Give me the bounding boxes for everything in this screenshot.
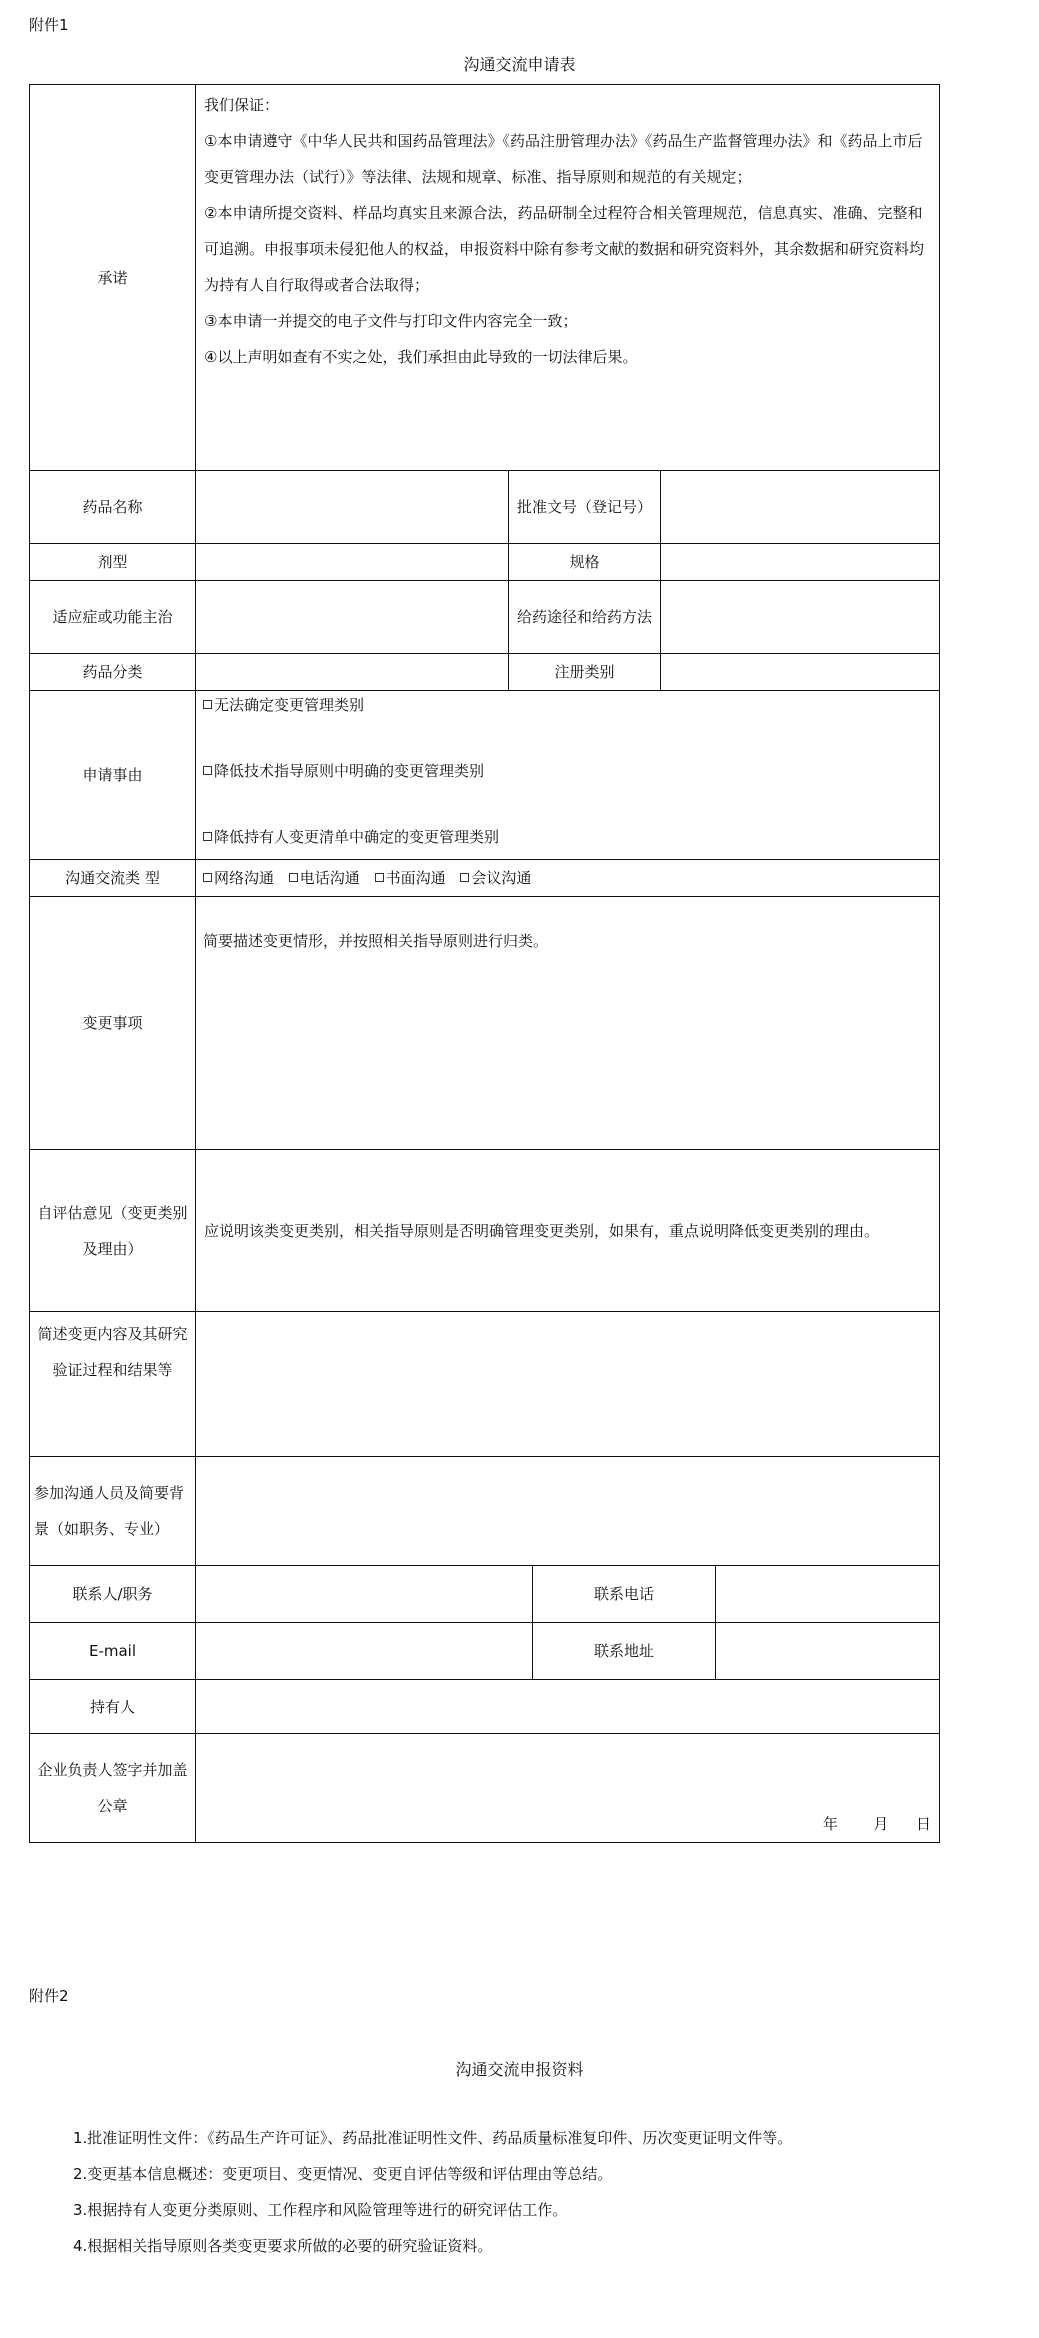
summary-field[interactable] [195,1311,940,1457]
holder-label: 持有人 [29,1679,196,1734]
materials-item-1: 1.批准证明性文件：《药品生产许可证》、药品批准证明性文件、药品质量标准复印件、历次变更证明文件等。 [73,2129,793,2147]
checkbox-icon[interactable] [289,873,298,882]
route-label: 给药途径和给药方法 [508,580,661,654]
materials-item-4: 4.根据相关指导原则各类变更要求所做的必要的研究验证资料。 [73,2237,493,2255]
signature-date [823,1812,931,1836]
dosage-form-field[interactable] [195,543,509,581]
materials-item-2: 2.变更基本信息概述：变更项目、变更情况、变更自评估等级和评估理由等总结。 [73,2165,613,2183]
registration-category-label: 注册类别 [508,653,661,691]
materials-item-3: 3.根据持有人变更分类原则、工作程序和风险管理等进行的研究评估工作。 [73,2201,568,2219]
date-month: 月 [873,1815,889,1833]
reason-option-2[interactable]: 降低技术指导原则中明确的变更管理类别 [203,759,484,783]
contact-phone-field[interactable] [715,1565,940,1623]
reason-option-1[interactable]: 无法确定变更管理类别 [203,693,364,717]
approval-number-field[interactable] [660,470,940,544]
drug-category-field[interactable] [195,653,509,691]
drug-name-field[interactable] [195,470,509,544]
commitment-item-2: ②本申请所提交资料、样品均真实且来源合法，药品研制全过程符合相关管理规范，信息真实、准确、完整和可追溯。申报事项未侵犯他人的权益，申报资料中除有参考文献的数据和研究资料外，其余数据和研究资料均为持有人自行取得或者合法取得； [204,204,925,294]
commitment-item-4: ④以上声明如查有不实之处，我们承担由此导致的一切法律后果。 [204,348,638,366]
indication-label: 适应症或功能主治 [29,580,196,654]
email-label: E-mail [29,1622,196,1680]
checkbox-icon[interactable] [203,873,212,882]
reason-option-3[interactable]: 降低持有人变更清单中确定的变更管理类别 [203,825,499,849]
commitment-item-3: ③本申请一并提交的电子文件与打印文件内容完全一致； [204,312,578,330]
contact-phone-label: 联系电话 [532,1565,716,1623]
summary-label: 简述变更内容及其研究验证过程和结果等 [29,1311,196,1457]
comm-option-phone[interactable]: 电话沟通 [289,869,360,887]
route-field[interactable] [660,580,940,654]
self-assessment-hint: 应说明该类变更类别，相关指导原则是否明确管理变更类别，如果有，重点说明降低变更类别的理由。 [204,1221,880,1240]
communication-type-label: 沟通交流类 型 [29,859,196,897]
change-item-hint: 简要描述变更情形，并按照相关指导原则进行归类。 [203,932,549,950]
commitment-intro: 我们保证： [204,96,280,114]
checkbox-icon[interactable] [203,832,212,841]
checkbox-icon[interactable] [203,700,212,709]
drug-category-label: 药品分类 [29,653,196,691]
holder-field[interactable] [195,1679,940,1734]
approval-number-label: 批准文号（登记号） [508,470,661,544]
specification-label: 规格 [508,543,661,581]
comm-option-written[interactable]: 书面沟通 [375,869,446,887]
communication-type-options [195,859,940,897]
application-reason-label: 申请事由 [29,690,196,860]
contact-address-label: 联系地址 [532,1622,716,1680]
comm-option-meeting[interactable]: 会议沟通 [460,869,531,887]
comm-option-network[interactable]: 网络沟通 [203,869,274,887]
change-item-label: 变更事项 [29,896,196,1150]
specification-field[interactable] [660,543,940,581]
checkbox-icon[interactable] [460,873,469,882]
contact-person-field[interactable] [195,1565,533,1623]
contact-person-label: 联系人/职务 [29,1565,196,1623]
drug-name-label: 药品名称 [29,470,196,544]
application-reason-options [195,690,940,860]
date-day: 日 [915,1815,931,1833]
checkbox-icon[interactable] [375,873,384,882]
materials-list [29,2120,939,2264]
date-year: 年 [822,1815,838,1833]
email-field[interactable] [195,1622,533,1680]
signature-field[interactable] [195,1733,940,1843]
change-item-field[interactable] [195,896,940,1150]
attachment-2-label: 附件2 [29,1987,69,2005]
signature-label: 企业负责人签字并加盖公章 [29,1733,196,1843]
commitment-item-1: ①本申请遵守《中华人民共和国药品管理法》《药品注册管理办法》《药品生产监督管理办法》和《药品上市后变更管理办法（试行）》等法律、法规和规章、标准、指导原则和规范的有关规定； [204,132,923,186]
commitment-label: 承诺 [29,84,196,471]
checkbox-icon[interactable] [203,766,212,775]
commitment-content [195,84,940,471]
declaration-materials-title: 沟通交流申报资料 [455,2060,584,2079]
indication-field[interactable] [195,580,509,654]
registration-category-field[interactable] [660,653,940,691]
attachment-1-label: 附件1 [29,16,69,34]
participants-field[interactable] [195,1456,940,1566]
dosage-form-label: 剂型 [29,543,196,581]
participants-label: 参加沟通人员及简要背景（如职务、专业） [29,1456,196,1566]
self-assessment-field[interactable] [195,1149,940,1312]
form-title: 沟通交流申请表 [463,55,576,74]
contact-address-field[interactable] [715,1622,940,1680]
self-assessment-label: 自评估意见（变更类别及理由） [29,1149,196,1312]
